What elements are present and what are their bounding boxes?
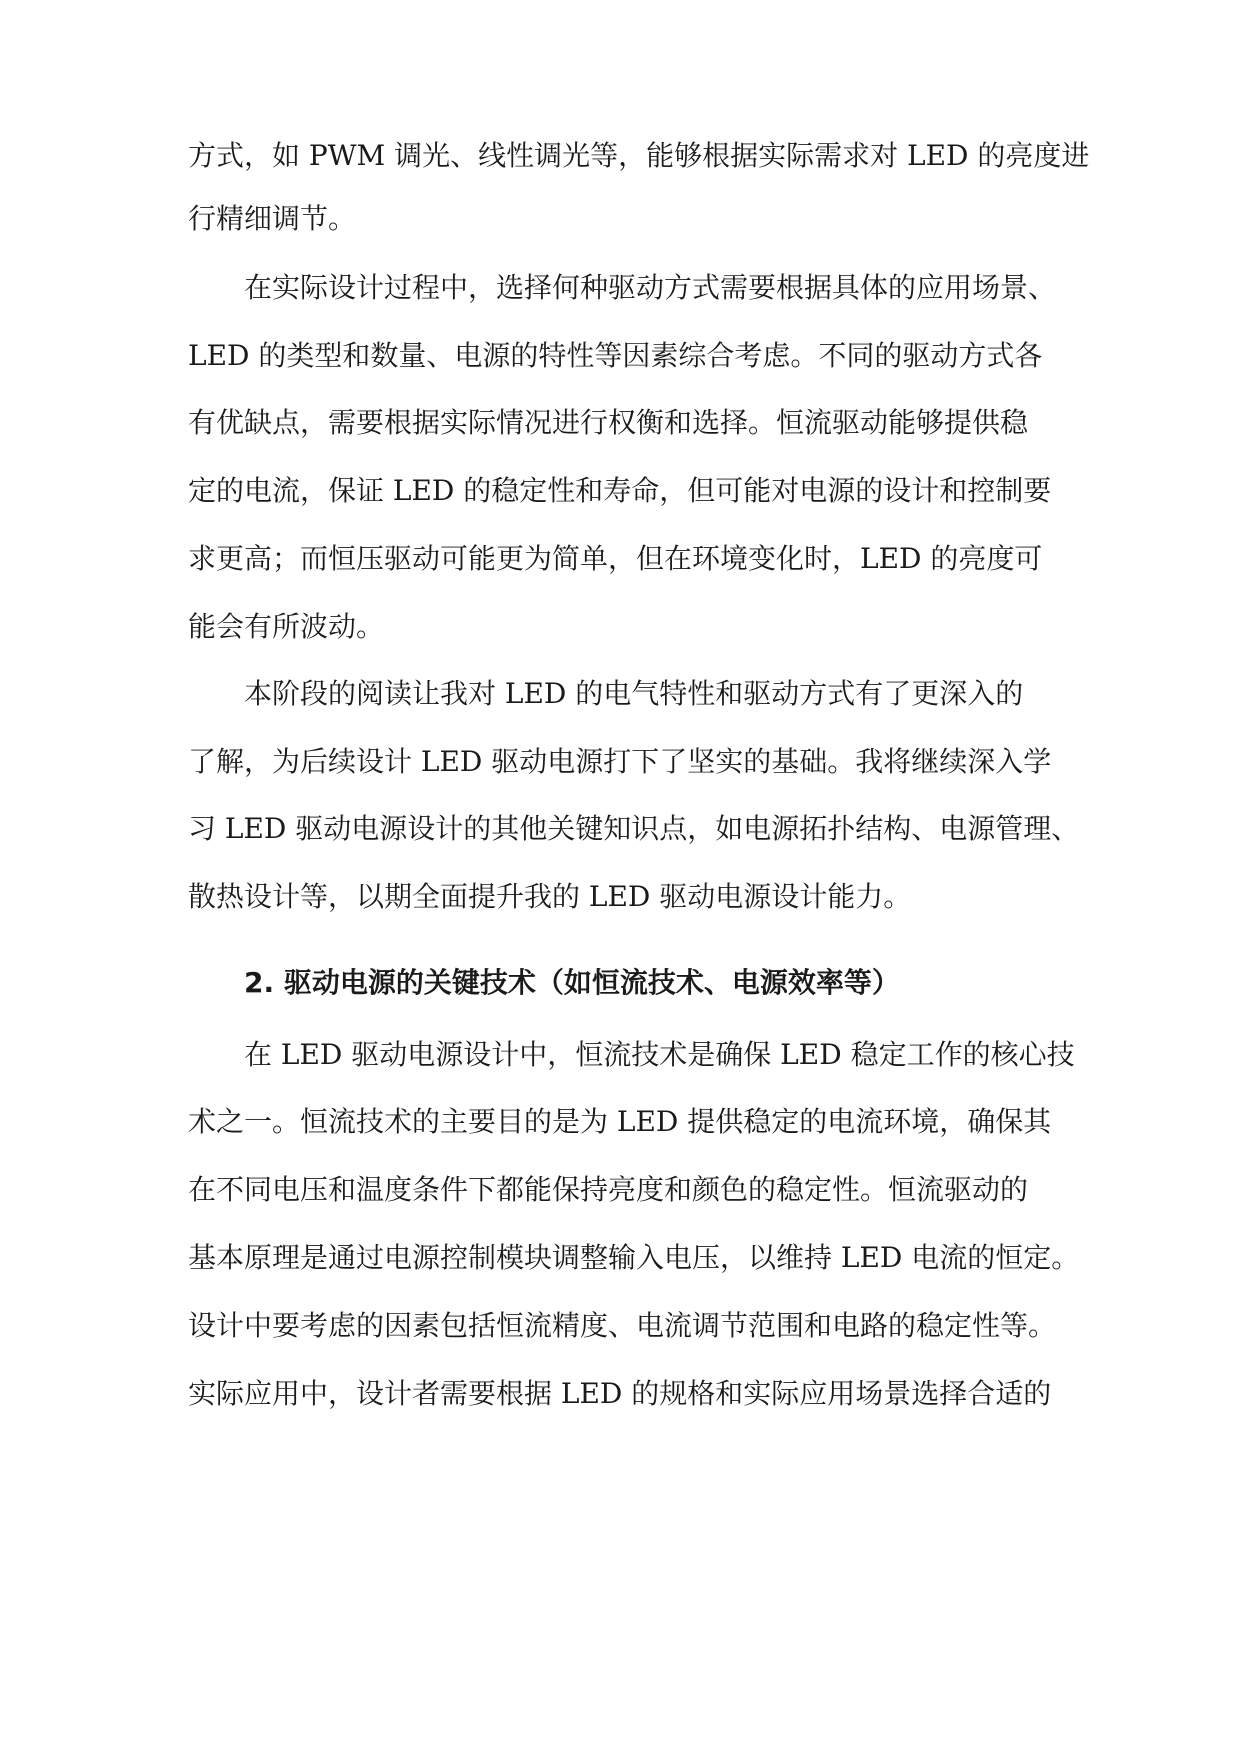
paragraph-line: 习 LED 驱动电源设计的其他关键知识点，如电源拓扑结构、电源管理、 — [188, 812, 1080, 845]
paragraph-line: 能会有所波动。 — [188, 610, 385, 643]
paragraph-line: 实际应用中，设计者需要根据 LED 的规格和实际应用场景选择合适的 — [188, 1377, 1052, 1410]
paragraph-line: 散热设计等，以期全面提升我的 LED 驱动电源设计能力。 — [188, 880, 912, 913]
paragraph-line: LED 的类型和数量、电源的特性等因素综合考虑。不同的驱动方式各 — [188, 339, 1043, 372]
section-heading: 2. 驱动电源的关键技术（如恒流技术、电源效率等） — [244, 966, 900, 999]
paragraph-line: 定的电流，保证 LED 的稳定性和寿命，但可能对电源的设计和控制要 — [188, 474, 1052, 507]
paragraph-line: 求更高；而恒压驱动可能更为简单，但在环境变化时，LED 的亮度可 — [188, 542, 1043, 575]
paragraph-line: 在实际设计过程中，选择何种驱动方式需要根据具体的应用场景、 — [244, 271, 1057, 304]
paragraph-line: 基本原理是通过电源控制模块调整输入电压，以维持 LED 电流的恒定。 — [188, 1241, 1080, 1274]
paragraph-line: 在 LED 驱动电源设计中，恒流技术是确保 LED 稳定工作的核心技 — [244, 1038, 1075, 1071]
paragraph-line: 有优缺点，需要根据实际情况进行权衡和选择。恒流驱动能够提供稳 — [188, 406, 1029, 439]
paragraph-line: 方式，如 PWM 调光、线性调光等，能够根据实际需求对 LED 的亮度进 — [188, 139, 1090, 172]
paragraph-line: 设计中要考虑的因素包括恒流精度、电流调节范围和电路的稳定性等。 — [188, 1309, 1057, 1342]
paragraph-line: 了解，为后续设计 LED 驱动电源打下了坚实的基础。我将继续深入学 — [188, 745, 1052, 778]
paragraph-line: 本阶段的阅读让我对 LED 的电气特性和驱动方式有了更深入的 — [244, 677, 1024, 710]
paragraph-line: 行精细调节。 — [188, 202, 357, 235]
paragraph-line: 在不同电压和温度条件下都能保持亮度和颜色的稳定性。恒流驱动的 — [188, 1173, 1029, 1206]
paragraph-line: 术之一。恒流技术的主要目的是为 LED 提供稳定的电流环境，确保其 — [188, 1105, 1052, 1138]
